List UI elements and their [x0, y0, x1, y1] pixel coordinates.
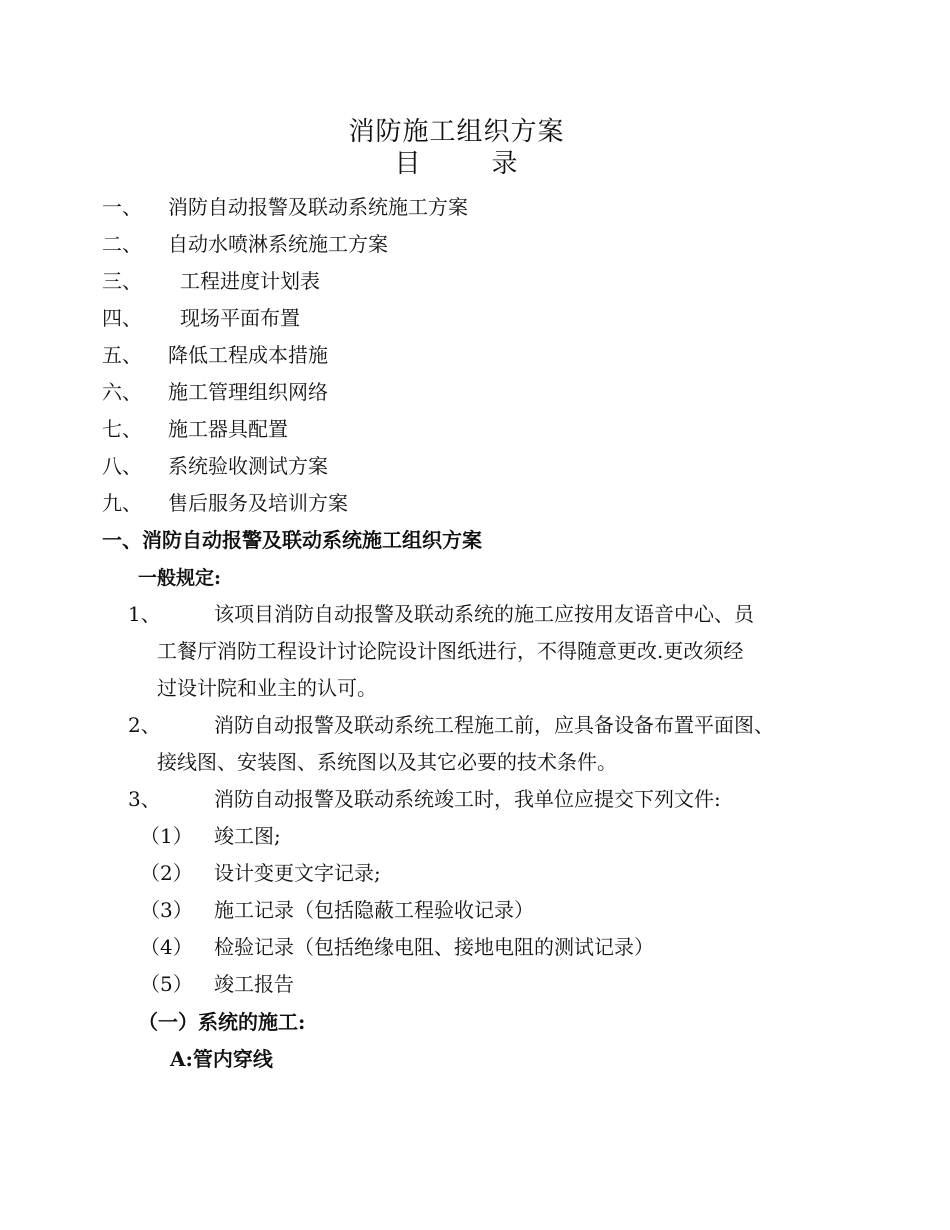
list-item-number: （4） [140, 935, 193, 959]
rule-line: 工餐厅消防工程设计讨论院设计图纸进行，不得随意更改.更改须经 [157, 639, 744, 663]
toc-item-number: 四、 [102, 306, 142, 330]
toc-item-text: 系统验收测试方案 [168, 454, 328, 478]
rule-line: 过设计院和业主的认可。 [157, 676, 377, 700]
list-item-text: 检验记录（包括绝缘电阻、接地电阻的测试记录） [214, 935, 654, 959]
list-item-number: （1） [140, 824, 193, 848]
toc-item-number: 八、 [102, 454, 142, 478]
toc-item-number: 一、 [102, 195, 142, 219]
list-item-text: 施工记录（包括隐蔽工程验收记录） [214, 898, 534, 922]
toc-item-text: 工程进度计划表 [180, 269, 320, 293]
toc-item-text: 施工管理组织网络 [168, 380, 328, 404]
rule-line: 消防自动报警及联动系统竣工时，我单位应提交下列文件: [214, 787, 721, 811]
toc-item-number: 五、 [102, 343, 142, 367]
subsection-a-heading: A:管内穿线 [170, 1047, 273, 1071]
list-item-number: （2） [140, 861, 193, 885]
toc-item-text: 自动水喷淋系统施工方案 [168, 232, 388, 256]
toc-heading-right: 录 [491, 149, 519, 179]
general-rules-heading: 一般规定: [138, 567, 222, 589]
toc-item-number: 七、 [102, 417, 142, 441]
list-item-number: （3） [140, 898, 193, 922]
toc-item-number: 三、 [102, 269, 142, 293]
toc-item-number: 二、 [102, 232, 142, 256]
subsection-heading: （一）系统的施工: [138, 1010, 306, 1034]
toc-item-text: 现场平面布置 [180, 306, 300, 330]
list-item-text: 竣工图; [214, 824, 281, 848]
toc-item-number: 六、 [102, 380, 142, 404]
toc-item-text: 降低工程成本措施 [168, 343, 328, 367]
toc-item-text: 施工器具配置 [168, 417, 288, 441]
list-item-text: 设计变更文字记录; [214, 861, 381, 885]
document-title: 消防施工组织方案 [348, 117, 565, 147]
rule-line: 该项目消防自动报警及联动系统的施工应按用友语音中心、员 [214, 602, 754, 626]
rule-line: 消防自动报警及联动系统工程施工前，应具备设备布置平面图、 [214, 713, 774, 737]
list-item-number: （5） [140, 972, 193, 996]
section-heading: 一、消防自动报警及联动系统施工组织方案 [102, 528, 482, 552]
toc-item-text: 消防自动报警及联动系统施工方案 [168, 195, 468, 219]
rule-line: 接线图、安装图、系统图以及其它必要的技术条件。 [157, 750, 617, 774]
rule-number: 3、 [128, 787, 161, 811]
rule-number: 2、 [128, 713, 161, 737]
list-item-text: 竣工报告 [214, 972, 294, 996]
toc-item-text: 售后服务及培训方案 [168, 491, 348, 515]
toc-item-number: 九、 [102, 491, 142, 515]
toc-heading-left: 目 [394, 149, 422, 179]
toc-heading [0, 148, 913, 180]
rule-number: 1、 [128, 602, 161, 626]
